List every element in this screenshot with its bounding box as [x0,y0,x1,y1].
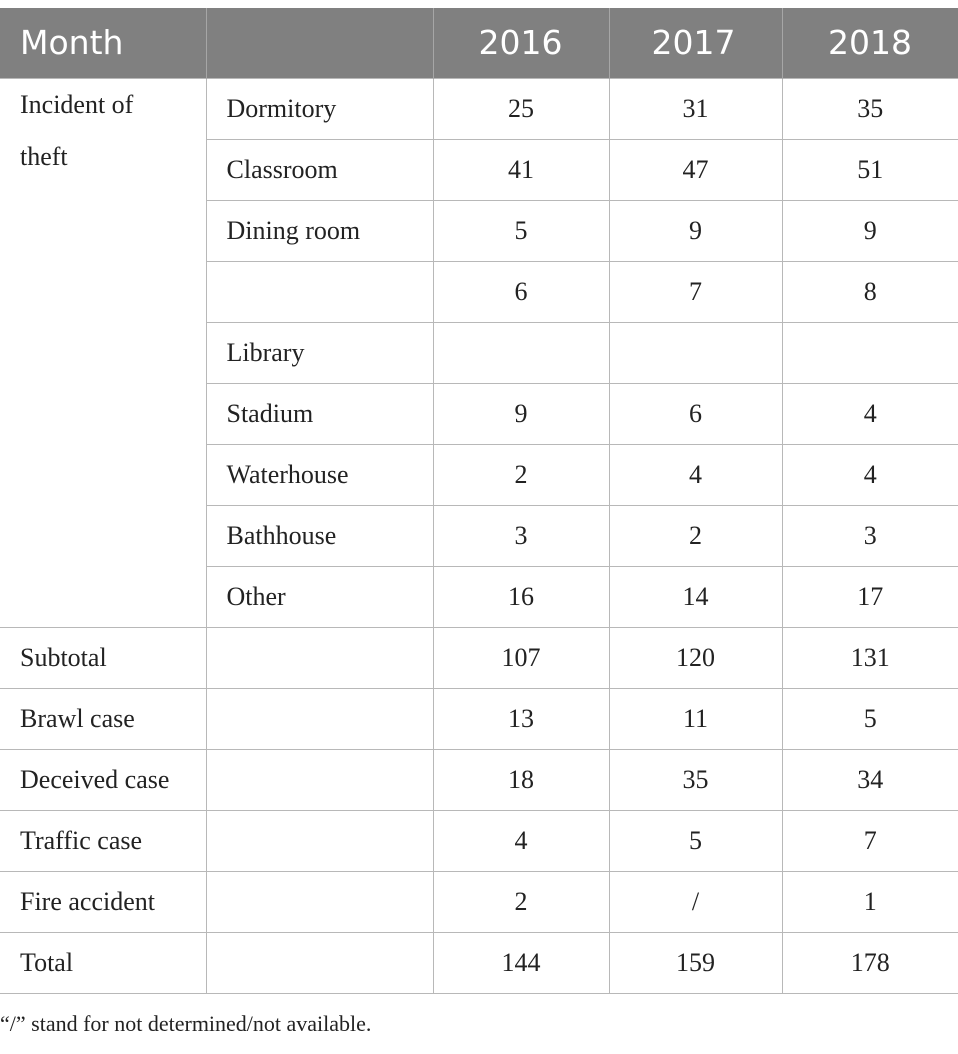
header-location [206,8,433,78]
empty-cell [206,810,433,871]
theft-location: Stadium [206,383,433,444]
value-2018: 9 [782,200,958,261]
header-2017: 2017 [609,8,782,78]
value-2017: 11 [609,688,782,749]
table-row [0,78,958,139]
value-2016: 13 [433,688,609,749]
value-2016: 2 [433,444,609,505]
value-2018: 131 [782,627,958,688]
theft-location: Bathhouse [206,505,433,566]
header-2018: 2018 [782,8,958,78]
value-2016: 2 [433,871,609,932]
empty-cell [206,688,433,749]
value-2017: 35 [609,749,782,810]
table-row-brawl [0,688,958,749]
value-2018: 178 [782,932,958,993]
value-2018: 35 [782,78,958,139]
header-row [0,8,958,78]
value-2017: 31 [609,78,782,139]
header-month: Month [0,8,206,78]
theft-location: Library [206,322,433,383]
table-row-deceived [0,749,958,810]
row-label: Fire accident [0,871,206,932]
value-2016: 41 [433,139,609,200]
value-2016: 16 [433,566,609,627]
value-2017: 7 [609,261,782,322]
value-2017: 159 [609,932,782,993]
incident-table [0,8,958,994]
value-2018: 34 [782,749,958,810]
value-2017: / [609,871,782,932]
table-row-total [0,932,958,993]
value-2017: 5 [609,810,782,871]
value-2018: 17 [782,566,958,627]
table-footnote: “/” stand for not determined/not available. [0,1011,372,1036]
row-label: Traffic case [0,810,206,871]
value-2017: 9 [609,200,782,261]
theft-location: Dormitory [206,78,433,139]
theft-location: Other [206,566,433,627]
empty-cell [206,871,433,932]
row-label: Brawl case [0,688,206,749]
empty-cell [206,627,433,688]
theft-group-label: Incident of theft [0,78,206,627]
value-2016: 5 [433,200,609,261]
row-label: Deceived case [0,749,206,810]
value-2016: 4 [433,810,609,871]
value-2018: 8 [782,261,958,322]
row-label: Subtotal [0,627,206,688]
value-2018: 7 [782,810,958,871]
value-2017: 2 [609,505,782,566]
value-2017: 47 [609,139,782,200]
value-2016: 6 [433,261,609,322]
value-2018: 3 [782,505,958,566]
value-2016: 18 [433,749,609,810]
theft-location: Waterhouse [206,444,433,505]
value-2016: 9 [433,383,609,444]
value-2017: 120 [609,627,782,688]
value-2018: 1 [782,871,958,932]
value-2017: 6 [609,383,782,444]
value-2016: 3 [433,505,609,566]
value-2017: 4 [609,444,782,505]
header-2016: 2016 [433,8,609,78]
value-2017 [609,322,782,383]
table-row-fire [0,871,958,932]
value-2018 [782,322,958,383]
value-2018: 51 [782,139,958,200]
theft-location: Classroom [206,139,433,200]
value-2017: 14 [609,566,782,627]
value-2016 [433,322,609,383]
theft-location [206,261,433,322]
value-2018: 5 [782,688,958,749]
value-2016: 107 [433,627,609,688]
empty-cell [206,749,433,810]
value-2018: 4 [782,383,958,444]
value-2018: 4 [782,444,958,505]
row-label: Total [0,932,206,993]
table-row-traffic [0,810,958,871]
value-2016: 25 [433,78,609,139]
value-2016: 144 [433,932,609,993]
table-row-subtotal [0,627,958,688]
theft-location: Dining room [206,200,433,261]
empty-cell [206,932,433,993]
